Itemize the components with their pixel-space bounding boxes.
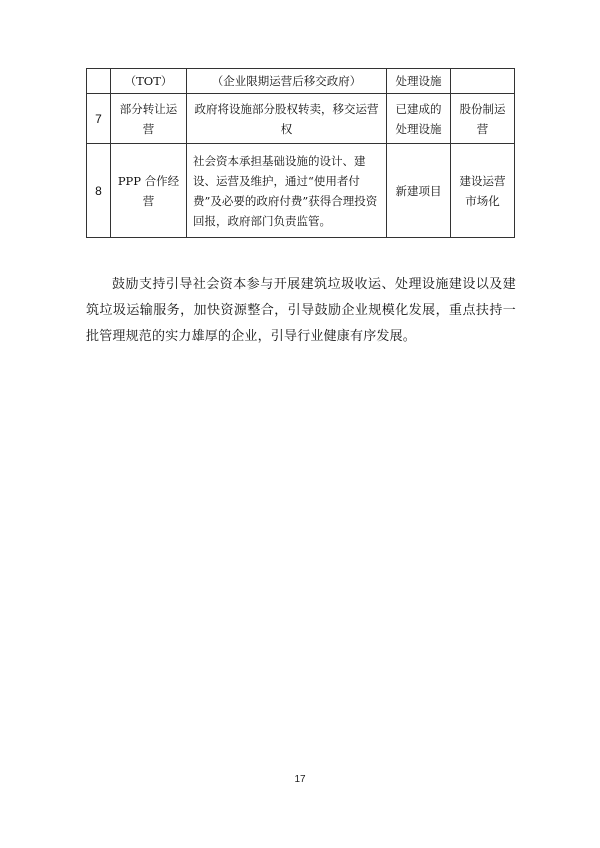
row-number: 7 — [87, 94, 111, 144]
mode-cell: （TOT） — [111, 69, 187, 94]
description-cell: 政府将设施部分股权转卖，移交运营权 — [187, 94, 387, 144]
mode-cell: PPP 合作经营 — [111, 144, 187, 238]
operation-mode-table — [86, 68, 515, 238]
note-cell — [451, 69, 515, 94]
row-number: 8 — [87, 144, 111, 238]
note-cell: 股份制运营 — [451, 94, 515, 144]
description-cell: （企业限期运营后移交政府） — [187, 69, 387, 94]
table-row — [87, 94, 515, 144]
scope-cell: 新建项目 — [387, 144, 451, 238]
mode-cell: 部分转让运营 — [111, 94, 187, 144]
row-number — [87, 69, 111, 94]
body-paragraph: 鼓励支持引导社会资本参与开展建筑垃圾收运、处理设施建设以及建筑垃圾运输服务，加快资源整合，引导鼓励企业规模化发展，重点扶持一批管理规范的实力雄厚的企业，引导行业健康有序发展。 — [86, 277, 516, 344]
note-cell: 建设运营市场化 — [451, 144, 515, 238]
page-number: 17 — [294, 774, 306, 785]
table-row — [87, 69, 515, 94]
scope-cell: 处理设施 — [387, 69, 451, 94]
table-row — [87, 144, 515, 238]
scope-cell: 已建成的处理设施 — [387, 94, 451, 144]
description-cell: 社会资本承担基础设施的设计、建设、运营及维护，通过“使用者付费”及必要的政府付费”获得合理投资回报，政府部门负责监管。 — [187, 144, 387, 238]
